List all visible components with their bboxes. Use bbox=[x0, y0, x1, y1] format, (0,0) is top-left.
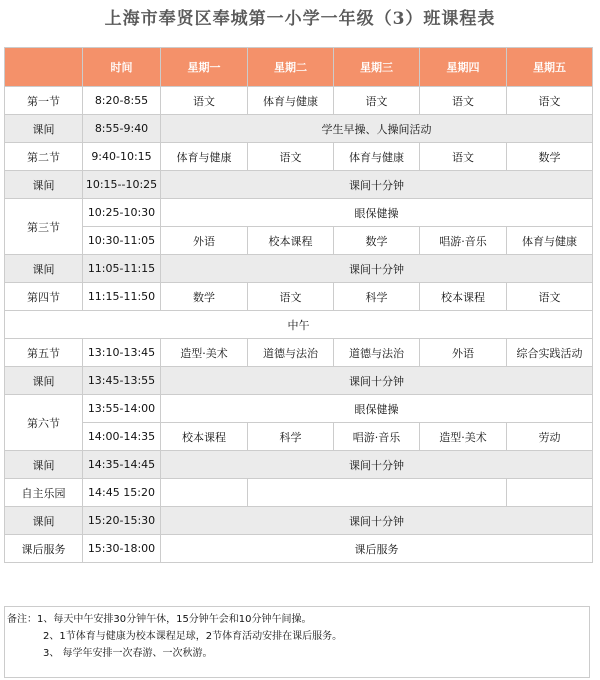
table-header-row bbox=[5, 48, 593, 87]
time-cell: 10:15--10:25 bbox=[83, 171, 161, 199]
table-row bbox=[5, 535, 593, 563]
header-friday: 星期五 bbox=[507, 48, 593, 87]
table-row bbox=[5, 339, 593, 367]
time-cell: 13:45-13:55 bbox=[83, 367, 161, 395]
table-row bbox=[5, 227, 593, 255]
subject-cell: 科学 bbox=[334, 283, 420, 311]
time-cell: 8:55-9:40 bbox=[83, 115, 161, 143]
subject-cell: 语文 bbox=[334, 87, 420, 115]
time-cell: 11:15-11:50 bbox=[83, 283, 161, 311]
time-cell: 15:30-18:00 bbox=[83, 535, 161, 563]
subject-cell: 综合实践活动 bbox=[507, 339, 593, 367]
time-cell: 14:45 15:20 bbox=[83, 479, 161, 507]
time-cell: 15:20-15:30 bbox=[83, 507, 161, 535]
table-row bbox=[5, 395, 593, 423]
activity-cell: 课间十分钟 bbox=[161, 451, 593, 479]
header-thursday: 星期四 bbox=[420, 48, 507, 87]
table-row bbox=[5, 311, 593, 339]
activity-cell: 课间十分钟 bbox=[161, 507, 593, 535]
subject-cell: 数学 bbox=[334, 227, 420, 255]
period-label: 课间 bbox=[5, 451, 83, 479]
noon-cell: 中午 bbox=[5, 311, 593, 339]
subject-cell: 语文 bbox=[161, 87, 248, 115]
table-row bbox=[5, 367, 593, 395]
activity-cell: 课后服务 bbox=[161, 535, 593, 563]
table-row bbox=[5, 171, 593, 199]
period-label: 课间 bbox=[5, 367, 83, 395]
subject-cell: 数学 bbox=[507, 143, 593, 171]
period-label: 自主乐园 bbox=[5, 479, 83, 507]
table-row bbox=[5, 451, 593, 479]
subject-cell: 语文 bbox=[420, 87, 507, 115]
subject-cell: 语文 bbox=[248, 283, 334, 311]
subject-cell: 造型·美术 bbox=[161, 339, 248, 367]
note-line: 2、1节体育与健康为校本课程足球，2节体育活动安排在课后服务。 bbox=[43, 631, 343, 642]
subject-cell: 语文 bbox=[248, 143, 334, 171]
subject-cell: 劳动 bbox=[507, 423, 593, 451]
time-cell: 13:55-14:00 bbox=[83, 395, 161, 423]
subject-cell: 体育与健康 bbox=[334, 143, 420, 171]
subject-cell: 造型·美术 bbox=[420, 423, 507, 451]
period-label: 第三节 bbox=[5, 199, 83, 255]
schedule-table bbox=[4, 47, 593, 563]
empty-cell bbox=[161, 479, 248, 507]
period-label: 课间 bbox=[5, 507, 83, 535]
time-cell: 8:20-8:55 bbox=[83, 87, 161, 115]
subject-cell: 外语 bbox=[161, 227, 248, 255]
subject-cell: 校本课程 bbox=[420, 283, 507, 311]
period-label: 第四节 bbox=[5, 283, 83, 311]
note-line: 备注：1、每天中午安排30分钟午休，15分钟午会和10分钟午间操。 bbox=[7, 614, 312, 625]
time-cell: 14:35-14:45 bbox=[83, 451, 161, 479]
notes-box bbox=[4, 606, 590, 678]
note-line: 3、 每学年安排一次春游、一次秋游。 bbox=[43, 648, 213, 659]
subject-cell: 科学 bbox=[248, 423, 334, 451]
period-label: 第五节 bbox=[5, 339, 83, 367]
subject-cell: 校本课程 bbox=[161, 423, 248, 451]
subject-cell: 语文 bbox=[507, 87, 593, 115]
activity-cell: 眼保健操 bbox=[161, 395, 593, 423]
table-row bbox=[5, 199, 593, 227]
header-time: 时间 bbox=[83, 48, 161, 87]
page-title: 上海市奉贤区奉城第一小学一年级（3）班课程表 bbox=[104, 9, 496, 29]
subject-cell: 数学 bbox=[161, 283, 248, 311]
subject-cell: 体育与健康 bbox=[507, 227, 593, 255]
empty-cell bbox=[248, 479, 507, 507]
period-label: 课间 bbox=[5, 171, 83, 199]
subject-cell: 体育与健康 bbox=[248, 87, 334, 115]
period-label: 第二节 bbox=[5, 143, 83, 171]
time-cell: 10:30-11:05 bbox=[83, 227, 161, 255]
subject-cell: 唱游·音乐 bbox=[420, 227, 507, 255]
activity-cell: 课间十分钟 bbox=[161, 255, 593, 283]
subject-cell: 校本课程 bbox=[248, 227, 334, 255]
activity-cell: 课间十分钟 bbox=[161, 171, 593, 199]
subject-cell: 外语 bbox=[420, 339, 507, 367]
table-row bbox=[5, 479, 593, 507]
time-cell: 13:10-13:45 bbox=[83, 339, 161, 367]
period-label: 第一节 bbox=[5, 87, 83, 115]
subject-cell: 语文 bbox=[420, 143, 507, 171]
period-label: 第六节 bbox=[5, 395, 83, 451]
time-cell: 14:00-14:35 bbox=[83, 423, 161, 451]
table-row bbox=[5, 115, 593, 143]
header-wednesday: 星期三 bbox=[334, 48, 420, 87]
time-cell: 11:05-11:15 bbox=[83, 255, 161, 283]
empty-cell bbox=[507, 479, 593, 507]
time-cell: 9:40-10:15 bbox=[83, 143, 161, 171]
header-period bbox=[5, 48, 83, 87]
table-row bbox=[5, 283, 593, 311]
table-row bbox=[5, 507, 593, 535]
period-label: 课后服务 bbox=[5, 535, 83, 563]
subject-cell: 体育与健康 bbox=[161, 143, 248, 171]
table-row bbox=[5, 143, 593, 171]
activity-cell: 课间十分钟 bbox=[161, 367, 593, 395]
period-label: 课间 bbox=[5, 255, 83, 283]
period-label: 课间 bbox=[5, 115, 83, 143]
subject-cell: 道德与法治 bbox=[334, 339, 420, 367]
table-row bbox=[5, 423, 593, 451]
activity-cell: 学生早操、人操间活动 bbox=[161, 115, 593, 143]
subject-cell: 语文 bbox=[507, 283, 593, 311]
header-monday: 星期一 bbox=[161, 48, 248, 87]
subject-cell: 唱游·音乐 bbox=[334, 423, 420, 451]
subject-cell: 道德与法治 bbox=[248, 339, 334, 367]
table-row bbox=[5, 87, 593, 115]
header-tuesday: 星期二 bbox=[248, 48, 334, 87]
time-cell: 10:25-10:30 bbox=[83, 199, 161, 227]
table-row bbox=[5, 255, 593, 283]
activity-cell: 眼保健操 bbox=[161, 199, 593, 227]
